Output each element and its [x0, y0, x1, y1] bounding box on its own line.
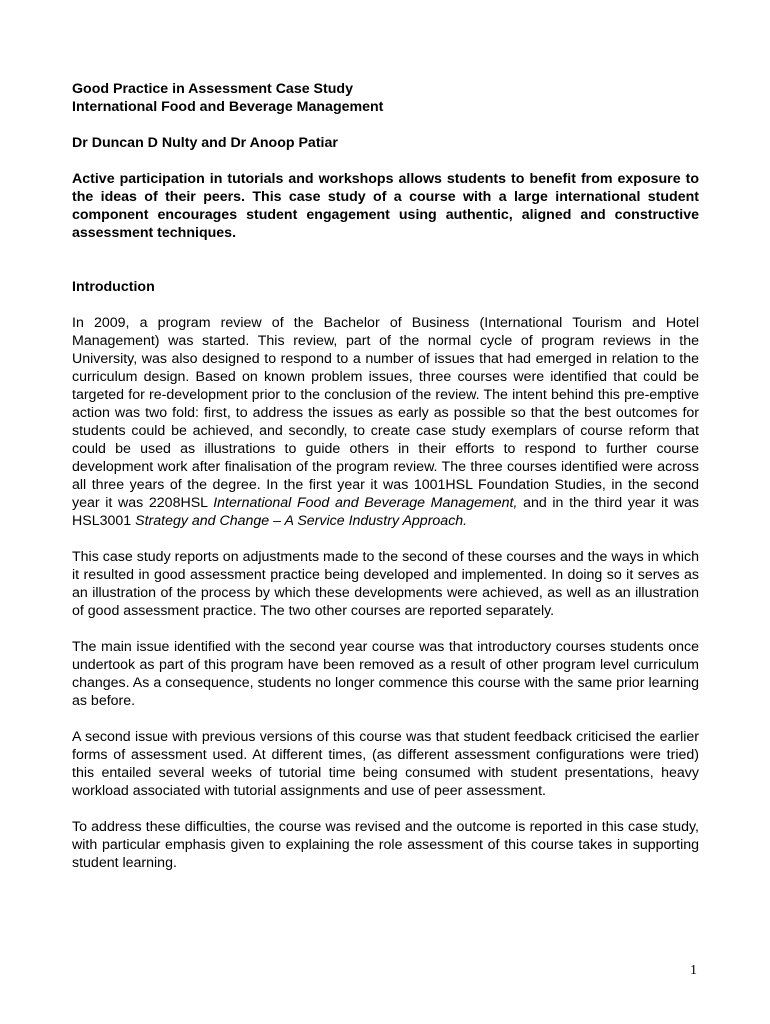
paragraph-3: The main issue identified with the second year course was that introductory courses students once undertook as part of this program have been removed as a result of other program level curriculum changes. As a consequence, students no longer commence this course with the same prior learning as before.	[72, 639, 699, 709]
title-line-1: Good Practice in Assessment Case Study	[72, 81, 353, 97]
paragraph-1-italic-b: Strategy and Change – A Service Industry Approach.	[135, 513, 468, 529]
paragraph-1-text-b: and in the third year it was HSL3001	[72, 495, 699, 529]
paragraph-4: A second issue with previous versions of this course was that student feedback criticised the earlier forms of assessment used. At different times, (as different assessment configurations were tried) this entailed several weeks of tutorial time being consumed with student presentations, heavy workload associated with tutorial assignments and use of peer assessment.	[72, 729, 699, 799]
paragraph-1-italic-a: International Food and Beverage Management,	[213, 495, 518, 511]
title-block	[72, 80, 699, 116]
page-number: 1	[690, 963, 697, 978]
paragraph-5: To address these difficulties, the course was revised and the outcome is reported in this case study, with particular emphasis given to explaining the role assessment of this course takes in supporting student learning.	[72, 819, 699, 871]
title-line-2: International Food and Beverage Management	[72, 99, 384, 115]
authors: Dr Duncan D Nulty and Dr Anoop Patiar	[72, 135, 338, 151]
abstract: Active participation in tutorials and workshops allows students to benefit from exposure to the ideas of their peers. This case study of a course with a large international student component encourages student engagement using authentic, aligned and constructive assessment techniques.	[72, 171, 699, 241]
paragraph-2: This case study reports on adjustments made to the second of these courses and the ways in which it resulted in good assessment practice being developed and implemented. In doing so it serves as an illustration of the process by which these developments were achieved, as well as an illustration of good assessment practice. The two other courses are reported separately.	[72, 549, 699, 619]
document-body	[72, 80, 699, 872]
paragraph-1	[72, 314, 699, 530]
introduction-heading: Introduction	[72, 279, 155, 295]
paragraph-1-text-a: In 2009, a program review of the Bachelor of Business (International Tourism and Hotel Management) was started. This review, part of the normal cycle of program reviews in the University, was also designed to respond to a number of issues that had emerged in relation to the curriculum design. Based on known problem issues, three courses were identified that could be targeted for re-development prior to the conclusion of the review. The intent behind this pre-emptive action was two fold: first, to address the issues as early as possible so that the best outcomes for students could be achieved, and secondly, to create case study exemplars of course reform that could be used as illustrations to guide others in their efforts to respond to further course development work after finalisation of the program review. The three courses identified were across all three years of the degree. In the first year it was 1001HSL Foundation Studies, in the second year it was 2208HSL	[72, 315, 699, 511]
